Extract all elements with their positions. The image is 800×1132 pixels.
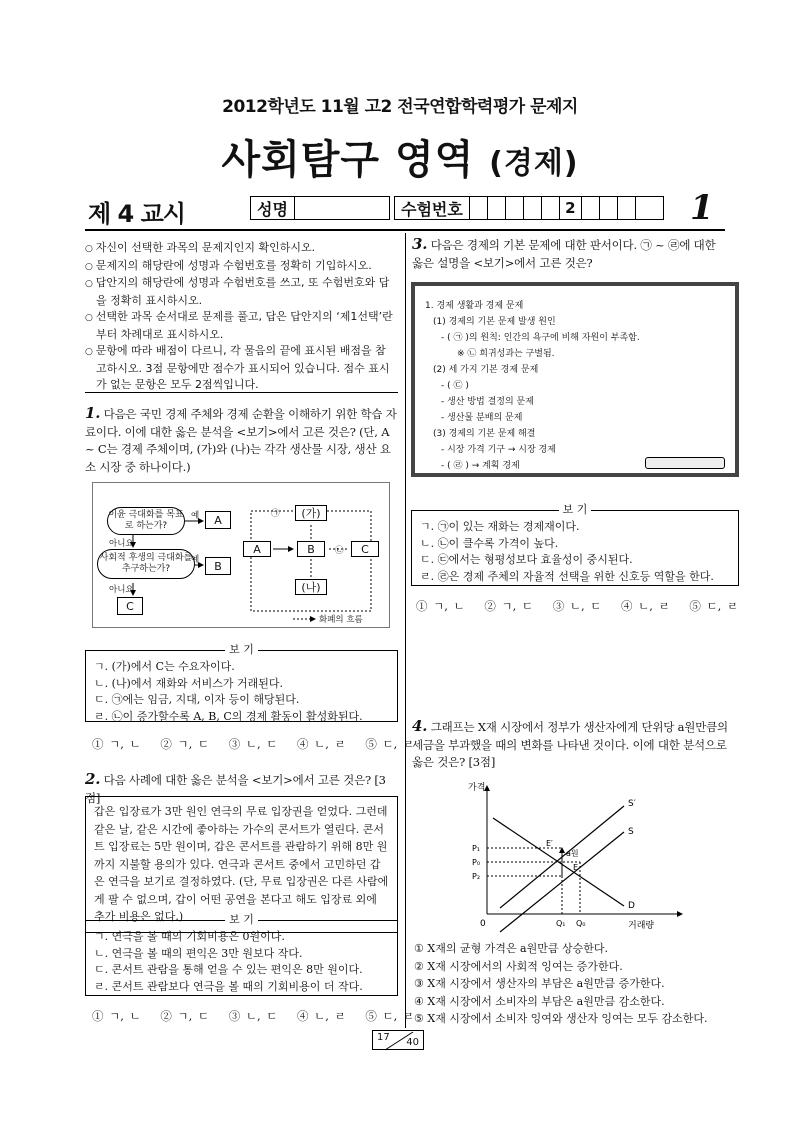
bogi-item: ㄱ. 연극을 볼 때의 기회비용은 0원이다. — [94, 930, 285, 943]
q1-node-C: C — [351, 541, 379, 557]
question-3 — [412, 236, 728, 272]
q1-no-label: 아니요 — [109, 539, 134, 549]
board-content — [425, 298, 640, 474]
q1-figure — [92, 482, 390, 628]
question-text: 다음은 국민 경제 주체와 경제 순환을 이해하기 위한 학습 자료이다. 이에 대한 옳은 분석을 <보기>에서 고른 것은? (단, A ~ C는 경제 주체이며, (가)와 (나)는 각각 생산물 시장, 생산 요소 시장 중 하나이다.) — [85, 407, 397, 474]
board-line: - ( ㉢ ) — [441, 381, 469, 391]
q1-market-ga: (가) — [295, 505, 327, 521]
bogi-item: ㄷ. 콘서트 관람을 통해 얻을 수 있는 편익은 8만 원이다. — [94, 963, 363, 976]
note-item: ○ 답안지의 해당란에 성명과 수험번호를 쓰고, 또 수험번호와 답을 정확히 표시하시오. — [85, 275, 395, 309]
choice-option[interactable]: ② X재 시장에서의 사회적 잉여는 증가한다. — [414, 959, 623, 973]
q1-node-B: B — [297, 541, 325, 557]
exam-subtitle: 2012학년도 11월 고2 전국연합학력평가 문제지 — [222, 97, 578, 117]
q1-yes-label: 예 — [191, 555, 200, 565]
q4-choices — [414, 940, 708, 1028]
exam-number-cell[interactable] — [488, 197, 506, 219]
q1-yes-label: 예 — [191, 511, 200, 521]
name-box — [250, 196, 390, 220]
question-1 — [85, 405, 398, 476]
exam-number-cell[interactable] — [618, 197, 636, 219]
label-tax: a원 — [566, 849, 579, 858]
question-text: 그래프는 X재 시장에서 정부가 생산자에게 단위당 a원만큼의 세금을 부과했을 때의 변화를 나타낸 것이다. 이에 대한 분석으로 옳은 것은? [3점] — [412, 720, 728, 769]
question-text: 다음은 경제의 기본 문제에 대한 판서이다. ㉠ ~ ㉣에 대한 옳은 설명을 <보기>에서 고른 것은? — [412, 238, 716, 270]
x-axis-label: 거래량 — [628, 921, 655, 931]
board-line: - 생산 방법 결정의 문제 — [441, 397, 534, 407]
q2-case-box: 갑은 입장료가 3만 원인 연극의 무료 입장권을 얻었다. 그런데 같은 날, 같은 시간에 좋아하는 가수의 콘서트가 열린다. 콘서트 입장료는 5만 원이며, 갑은 콘서트를 관람하기 위해 8만 원까지 지불할 용의가 있다. 연극과 콘서트 중에서 고민하던 갑은 연극을 보기로 결정하였다. (단, 무료 입장권은 다른 사람에게 팔 수 없으며, 갑이 어떤 공연을 본다고 해도 입장료 외에 추가 비용은 없다.) — [85, 796, 398, 933]
bogi-item: ㄴ. 연극을 볼 때의 편익은 3만 원보다 작다. — [94, 946, 303, 960]
question-number: 4. — [412, 717, 428, 735]
choice-option[interactable]: ⑤ ㄷ, ㄹ — [689, 599, 739, 613]
choice-option[interactable]: ① ㄱ, ㄴ — [416, 599, 465, 613]
note-item: ○ 선택한 과목 순서대로 문제를 풀고, 답은 답안지의 ‘제1선택’란부터 차례대로 표시하시오. — [85, 309, 395, 343]
note-item: ○ 문항에 따라 배점이 다르니, 각 물음의 끝에 표시된 배점을 참고하시오. 3점 문항에만 점수가 표시되어 있습니다. 점수 표시가 없는 문항은 모두 2점씩입니다. — [85, 343, 395, 394]
origin-label: 0 — [480, 919, 486, 929]
choice-option[interactable]: ③ ㄴ, ㄷ — [228, 1009, 278, 1023]
q1-label-circle-1: ㉠ — [271, 509, 280, 519]
question-text: 다음 사례에 대한 옳은 분석을 <보기>에서 고른 것은? [3점] — [85, 773, 386, 805]
q3-bogi-box — [411, 503, 739, 586]
bogi-item: ㄹ. ㉣은 경제 주체의 자율적 선택을 위한 신호등 역할을 한다. — [420, 569, 714, 583]
exam-number-cell[interactable] — [582, 197, 600, 219]
bogi-item: ㄱ. ㉠이 있는 재화는 경제재이다. — [420, 520, 580, 533]
board-line: - 생산물 분배의 문제 — [441, 413, 523, 423]
label-Q0: Q₀ — [576, 919, 586, 928]
exam-number-cell[interactable] — [524, 197, 542, 219]
q1-label-circle-2: ㉡ — [335, 546, 344, 556]
label-P1: P₁ — [472, 844, 481, 853]
exam-number-digit: 2 — [560, 197, 582, 219]
choice-option[interactable]: ④ ㄴ, ㄹ — [297, 737, 346, 751]
column-divider — [405, 233, 406, 1028]
q1-no-label: 아니요 — [109, 585, 134, 595]
choice-option[interactable]: ④ X재 시장에서 소비자의 부담은 a원만큼 감소한다. — [414, 994, 665, 1008]
q1-market-na: (나) — [295, 579, 327, 595]
choice-option[interactable]: ③ ㄴ, ㄷ — [228, 737, 278, 751]
choice-option[interactable]: ⑤ ㄷ, ㄹ — [365, 1009, 415, 1023]
bogi-item: ㄹ. ㉡이 증가할수록 A, B, C의 경제 활동이 활성화된다. — [94, 709, 363, 723]
q1-legend-money-flow: 화폐의 흐름 — [319, 615, 363, 625]
label-P0: P₀ — [472, 858, 481, 867]
page-total: 40 — [406, 1037, 419, 1048]
q1-oval-profit: 이윤 극대화를 목표로 하는가? — [107, 507, 185, 535]
q1-choices — [92, 736, 428, 752]
label-D: D — [628, 901, 635, 911]
q1-oval-welfare: 사회적 후생의 극대화를 추구하는가? — [97, 549, 195, 579]
bogi-title: 보 기 — [225, 913, 258, 926]
choice-option[interactable]: ⑤ X재 시장에서 소비자 잉여와 생산자 잉여는 모두 감소한다. — [414, 1012, 708, 1025]
board-line: 1. 경제 생활과 경제 문제 — [425, 301, 524, 311]
question-number: 1. — [85, 404, 101, 422]
page-mark: 1 — [690, 188, 714, 228]
bogi-item: ㄷ. ㉠에는 임금, 지대, 이자 등이 해당된다. — [94, 693, 300, 706]
choice-option[interactable]: ④ ㄴ, ㄹ — [297, 1009, 346, 1023]
name-field[interactable] — [295, 197, 389, 219]
label-E: E — [573, 863, 579, 872]
page-counter — [372, 1030, 424, 1050]
board-line: (1) 경제의 기본 문제 발생 원인 — [433, 317, 556, 327]
question-4 — [412, 718, 728, 772]
exam-number-label: 수험번호 — [395, 197, 470, 219]
q1-node-B-left: B — [205, 557, 231, 575]
board-line: - ( ㉣ ) → 계획 경제 — [441, 461, 520, 471]
board-eraser — [645, 457, 725, 469]
board-line: ※ ㉡ 희귀성과는 구별됨. — [457, 349, 555, 359]
label-S: S — [628, 827, 634, 837]
choice-option[interactable]: ③ X재 시장에서 생산자의 부담은 a원만큼 증가한다. — [414, 977, 665, 990]
page-current: 17 — [377, 1032, 390, 1043]
question-number: 2. — [85, 770, 101, 788]
choice-option[interactable]: ③ ㄴ, ㄷ — [552, 599, 602, 613]
choice-option[interactable]: ① ㄱ, ㄴ — [92, 1009, 141, 1023]
exam-number-cell[interactable] — [636, 197, 654, 219]
bogi-item: ㄹ. 콘서트 관람보다 연극을 볼 때의 기회비용이 더 작다. — [94, 979, 363, 993]
bogi-title: 보 기 — [225, 643, 258, 656]
q3-choices — [416, 598, 752, 614]
exam-title-main: 사회탐구 영역 — [221, 137, 475, 183]
exam-title — [0, 128, 800, 185]
q1-node-C-left: C — [117, 597, 143, 615]
choice-option[interactable]: ④ ㄴ, ㄹ — [621, 599, 670, 613]
name-label: 성명 — [251, 197, 295, 219]
board-line: - 시장 가격 기구 → 시장 경제 — [441, 445, 556, 455]
board-line: (3) 경제의 기본 문제 해결 — [433, 429, 536, 439]
y-axis-label: 가격 — [468, 783, 486, 793]
choice-option[interactable]: ② ㄱ, ㄷ — [160, 737, 210, 751]
exam-number-box — [394, 196, 664, 220]
header-rule — [85, 229, 725, 231]
exam-number-cell[interactable] — [470, 197, 488, 219]
choice-option[interactable]: ① ㄱ, ㄴ — [92, 737, 141, 751]
bogi-item: ㄷ. ㉢에서는 형평성보다 효율성이 중시된다. — [420, 553, 633, 566]
choice-option[interactable]: ② ㄱ, ㄷ — [484, 599, 534, 613]
q1-node-A-left: A — [205, 511, 231, 529]
question-number: 3. — [412, 235, 428, 253]
exam-title-subject: (경제) — [489, 146, 579, 181]
bogi-item: ㄱ. (가)에서 C는 수요자이다. — [94, 660, 235, 673]
label-E-prime: E′ — [546, 839, 553, 848]
q2-choices — [92, 1008, 428, 1024]
bogi-item: ㄴ. ㉡이 클수록 가격이 높다. — [420, 536, 559, 550]
exam-number-cell[interactable] — [506, 197, 524, 219]
label-Q1: Q₁ — [556, 919, 566, 928]
q1-bogi-box — [85, 643, 398, 723]
q1-node-A: A — [243, 541, 271, 557]
choice-option[interactable]: ② ㄱ, ㄷ — [160, 1009, 210, 1023]
q4-supply-demand-graph — [460, 778, 700, 933]
label-S-prime: S′ — [628, 799, 636, 809]
label-P2: P₂ — [472, 872, 481, 881]
board-line: - ( ㉠ )의 원칙: 인간의 욕구에 비해 자원이 부족함. — [441, 333, 640, 343]
q3-blackboard — [411, 282, 739, 477]
bogi-title: 보 기 — [559, 503, 592, 516]
note-item: ○ 자신이 선택한 과목의 문제지인지 확인하시오. — [85, 240, 395, 258]
instruction-notes — [85, 240, 395, 394]
choice-option[interactable]: ① X재의 균형 가격은 a원만큼 상승한다. — [414, 942, 608, 955]
exam-number-cell[interactable] — [600, 197, 618, 219]
note-item: ○ 문제지의 해당란에 성명과 수험번호를 정확히 기입하시오. — [85, 258, 395, 276]
choice-option[interactable]: ⑤ ㄷ, ㄹ — [365, 737, 415, 751]
period-label: 제 4 교시 — [88, 200, 185, 228]
board-line: (2) 세 가지 기본 경제 문제 — [433, 365, 539, 375]
exam-number-cell[interactable] — [542, 197, 560, 219]
bogi-item: ㄴ. (나)에서 재화와 서비스가 거래된다. — [94, 676, 283, 690]
q2-bogi-box — [85, 913, 398, 996]
notes-rule — [85, 392, 398, 393]
